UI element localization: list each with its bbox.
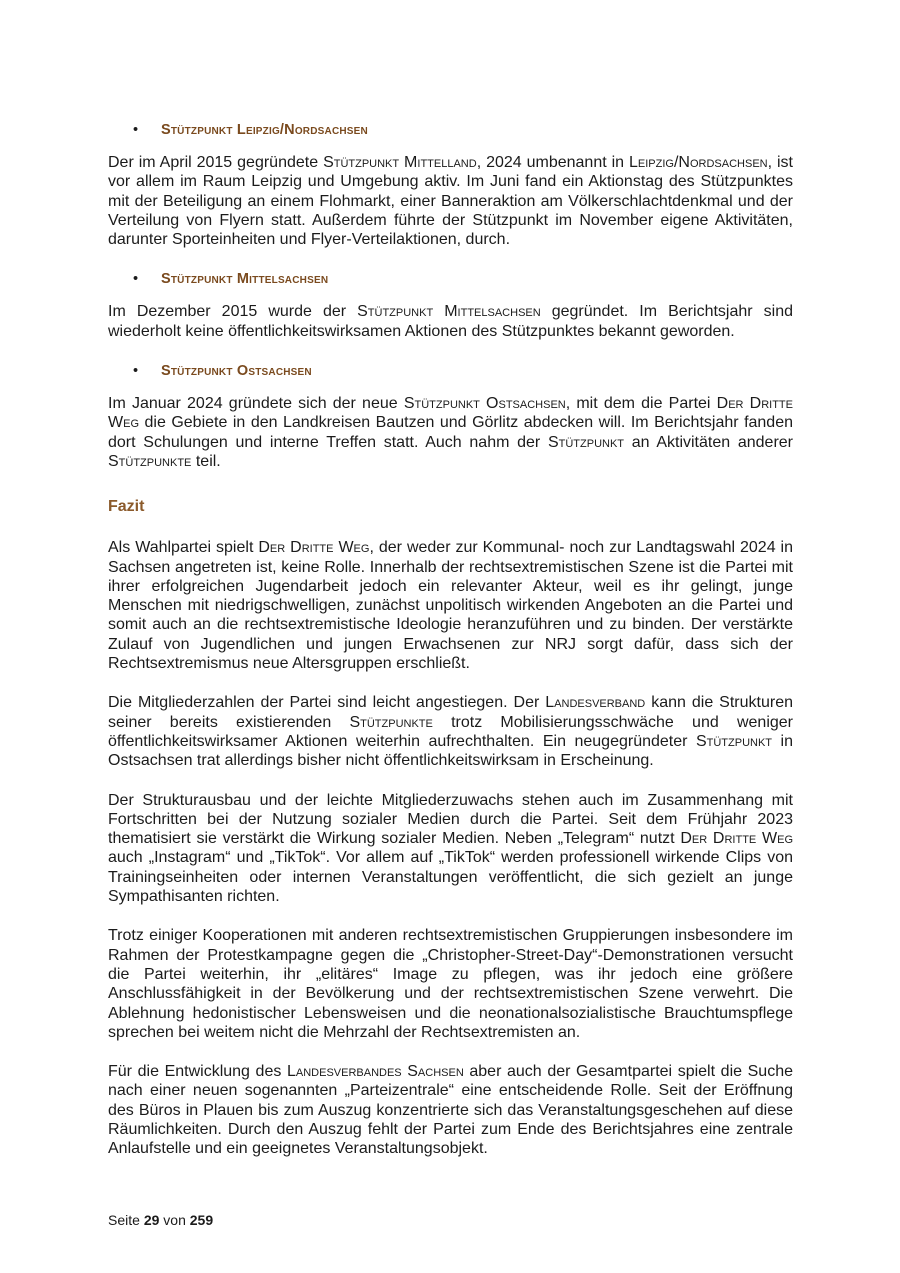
- text-run: Die Mitgliederzahlen der Partei sind leicht angestiegen. Der: [108, 694, 546, 712]
- fazit-paragraph-2: [108, 693, 793, 770]
- text-run: Der Strukturausbau und der leichte Mitgliederzuwachs stehen auch im Zusammenhang mit Fortschritten bei der Nutzung sozialer Medien durch die Partei. Seit dem Frühjahr 2023 thematisiert sie verstärkt die Wirkung sozialer Medien. Neben „Telegram“ nutzt: [108, 791, 793, 848]
- text-run: an Aktivitäten anderer: [624, 433, 793, 451]
- heading-text: Stützpunkt Leipzig/Nordsachsen: [161, 122, 368, 138]
- text-run: Der im April 2015 gegründete: [108, 154, 324, 171]
- heading-text: Stützpunkt Mittelsachsen: [161, 271, 329, 288]
- text-run: teil.: [191, 452, 221, 470]
- text-run: , ist vor allem im Raum Leipzig und Umgebung aktiv. Im Juni fand ein Aktionstag des Stützpunktes mit der Beteiligung an einem Flohmarkt, einer Banneraktion am Völkerschlachtdenkmal und der Verteilung von Flyern statt. Außerdem führte der Stützpunkt im November eigene Aktivitäten, darunter Sporteinheiten und Flyer-Verteilaktionen, durch.: [108, 154, 793, 249]
- small-caps-run: Stützpunkt: [547, 433, 625, 451]
- text-run: kann die Strukturen seiner bereits existierenden: [108, 694, 793, 731]
- small-caps-run: Stützpunkt Mittelland: [323, 154, 477, 171]
- paragraph-ostsachsen: [108, 394, 793, 471]
- fazit-heading: Fazit: [108, 498, 145, 516]
- small-caps-run: Stützpunkt: [695, 732, 773, 750]
- fazit-paragraph-4: Trotz einiger Kooperationen mit anderen rechtsextremistischen Gruppierungen insbesondere im Rahmen der Protestkampagne gegen die „Christopher-Street-Day“-Demonstrationen versucht die Partei weiterhin, ihr „elitäres“ Image zu pflegen, was ihr jedoch eine größere Anschlussfähigkeit in der Bevölkerung und der rechtsextremistischen Szene verwehrt. Die Ablehnung hedonistischer Lebensweisen und die neonationalsozialistische Brauchtumspflege sprechen bei weitem nicht die Mehrzahl der Rechtsextremisten an.: [108, 927, 793, 1041]
- text-run: Für die Entwicklung des: [108, 1063, 287, 1081]
- small-caps-run: Landesverband: [545, 694, 646, 712]
- page-number: 29: [143, 1212, 160, 1228]
- page-total: 259: [189, 1212, 214, 1228]
- footer-prefix: Seite: [108, 1212, 144, 1228]
- text-run: , mit dem die Partei: [565, 395, 717, 413]
- heading-text: Stützpunkt Ostsachsen: [161, 363, 312, 380]
- section-heading-ostsachsen: [108, 361, 793, 381]
- bullet-icon: •: [133, 122, 139, 138]
- footer-middle: von: [159, 1212, 190, 1228]
- bullet-icon: •: [133, 363, 139, 380]
- small-caps-run: Stützpunkt Mittelsachsen: [357, 303, 541, 321]
- document-page: [108, 120, 793, 1179]
- fazit-paragraph-5: [108, 1062, 793, 1158]
- small-caps-run: Stützpunkte: [349, 713, 433, 731]
- text-run: Im Januar 2024 gründete sich der neue: [108, 395, 404, 413]
- small-caps-run: Der Dritte Weg: [680, 830, 793, 848]
- paragraph-mittelsachsen: [108, 302, 793, 341]
- paragraph-leipzig-nordsachsen: [108, 153, 793, 249]
- fazit-paragraph-3: [108, 791, 793, 907]
- page-footer: [108, 1212, 213, 1228]
- section-heading-leipzig-nordsachsen: [108, 120, 793, 140]
- text-run: , 2024 umbenannt in: [476, 154, 630, 171]
- text-run: Im Dezember 2015 wurde der: [108, 303, 358, 321]
- bullet-icon: •: [133, 271, 139, 288]
- fazit-paragraph-1: [108, 538, 793, 673]
- text-run: trotz Mobilisierungsschwäche und weniger öffentlichkeitswirksamer Aktionen weiterhin aufrechthalten. Ein neugegründeter: [108, 713, 794, 750]
- small-caps-run: Der Dritte Weg: [258, 539, 370, 557]
- section-heading-mittelsachsen: [108, 269, 793, 289]
- text-run: in Ostsachsen trat allerdings bisher nicht öffentlichkeitswirksam in Erscheinung.: [108, 732, 793, 770]
- small-caps-run: Stützpunkt Ostsachsen: [403, 395, 566, 413]
- small-caps-run: Stützpunkte: [108, 452, 192, 470]
- small-caps-run: Der Dritte Weg: [108, 395, 793, 432]
- text-run: aber auch der Gesamtpartei spielt die Suche nach einer neuen sogenannten „Parteizentrale“ eine entscheidende Rolle. Seit der Eröffnung des Büros in Plauen bis zum Auszug konzentrierte sich das Veranstaltungsgeschehen auf diese Räumlichkeiten. Durch den Auszug fehlt der Partei zum Ende des Berichtsjahres eine zentrale Anlaufstelle und ein geeignetes Veranstaltungsobjekt.: [108, 1063, 794, 1158]
- small-caps-run: Landesverbandes Sachsen: [286, 1063, 464, 1081]
- small-caps-run: Leipzig/Nordsachsen: [629, 154, 768, 171]
- text-run: die Gebiete in den Landkreisen Bautzen und Görlitz abdecken will. Im Berichtsjahr fanden dort Schulungen und interne Treffen statt. Auch nahm der: [108, 414, 793, 451]
- text-run: gegründet. Im Berichtsjahr sind wiederholt keine öffentlichkeitswirksamen Aktionen des Stützpunktes bekannt geworden.: [108, 303, 793, 340]
- text-run: Als Wahlpartei spielt: [108, 539, 259, 557]
- text-run: auch „Instagram“ und „TikTok“. Vor allem auf „TikTok“ werden professionell wirkende Clips von Trainingseinheiten oder internen Veranstaltungen veröffentlicht, die sich gezielt an junge Sympathisanten richten.: [108, 849, 793, 906]
- text-run: , der weder zur Kommunal- noch zur Landtagswahl 2024 in Sachsen angetreten ist, keine Rolle. Innerhalb der rechtsextremistischen Szene ist die Partei mit ihrer erfolgreichen Jugendarbeit jedoch ein relevanter Akteur, weil es ihr gelingt, junge Menschen mit niedrigschwelligen, zunächst unpolitisch wirkenden Angeboten an die Partei und somit auch an die rechtsextremistische Ideologie heranzuführen und zu binden. Der verstärkte Zulauf von Jugendlichen und jungen Erwachsenen zur NRJ sorgt dafür, dass sich der Rechtsextremismus neue Altersgruppen erschließt.: [108, 539, 794, 673]
